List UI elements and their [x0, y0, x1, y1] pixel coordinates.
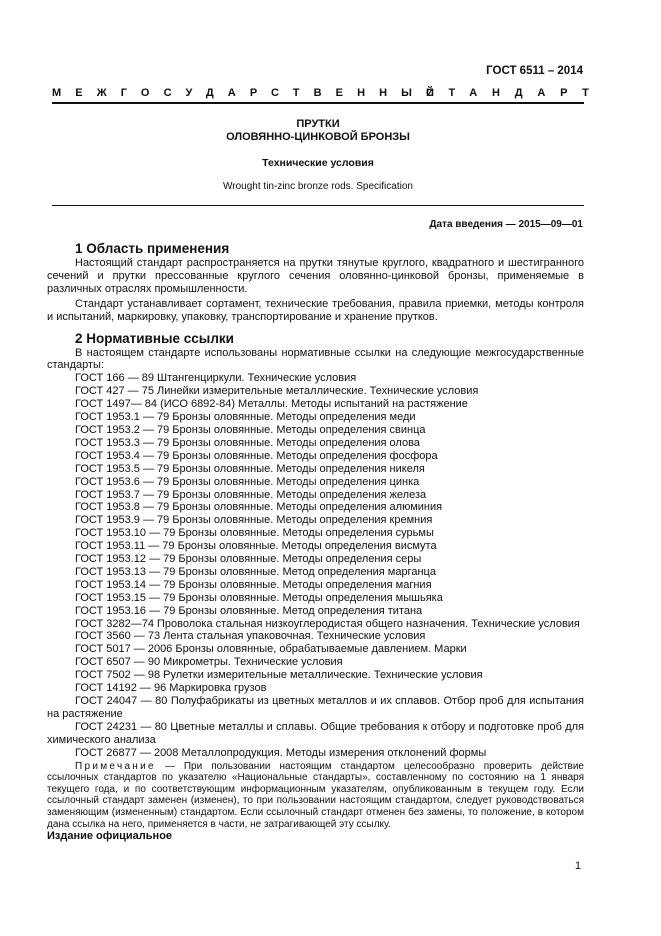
reference-item: ГОСТ 1953.12 — 79 Бронзы оловянные. Методы определения серы [75, 553, 422, 566]
section-1-paragraph-2: Стандарт устанавливает сортамент, технические требования, правила приемки, методы контроля и испытаний, маркировку, упаковку, транспортирование и хранение прутков. [47, 297, 584, 323]
page-number: 1 [574, 860, 581, 872]
reference-item: ГОСТ 3282—74 Проволока стальная низкоуглеродистая общего назначения. Технические условия [75, 617, 580, 630]
document-subtitle: Технические условия [262, 157, 374, 169]
reference-item-24047: ГОСТ 24047 — 80 Полуфабрикаты из цветных металлов и их сплавов. Отбор проб для испытания на растяжение [47, 695, 584, 720]
reference-item: ГОСТ 166 — 89 Штангенциркули. Технические условия [75, 372, 357, 385]
reference-item: ГОСТ 1953.3 — 79 Бронзы оловянные. Методы определения олова [75, 436, 420, 449]
document-id: ГОСТ 6511 – 2014 [486, 65, 583, 77]
reference-item: ГОСТ 1953.6 — 79 Бронзы оловянные. Методы определения цинка [75, 475, 420, 488]
section-2-intro: В настоящем стандарте использованы нормативные ссылки на следующие межгосударственные стандарты: [47, 346, 584, 372]
reference-item: ГОСТ 1953.7 — 79 Бронзы оловянные. Методы определения железа [75, 488, 427, 501]
reference-item: ГОСТ 1953.14 — 79 Бронзы оловянные. Методы определения магния [75, 578, 432, 591]
header-rule [52, 102, 584, 104]
reference-item: ГОСТ 1953.16 — 79 Бронзы оловянные. Метод определения титана [75, 604, 423, 617]
official-edition-label: Издание официальное [47, 830, 173, 843]
note-label: Примечание [75, 760, 156, 772]
document-body [47, 241, 584, 843]
note-text: — При пользовании настоящим стандартом целесообразно проверить действие ссылочных стандартов по указателю «Национальные стандарты», составленному по состоянию на 1 января текущего года, и по соответствующим информационным указателям, опубликованным в текущем году. Если ссылочный стандарт заменен (изменен), то при пользовании настоящим стандартом, следует руководствоваться заменяющим (измененным) стандартом. Если ссылочный стандарт отменен без замены, то положение, в котором дана ссылка на него, применяется в части, не затрагивающей эту ссылку. [47, 760, 584, 830]
reference-item: ГОСТ 1953.2 — 79 Бронзы оловянные. Методы определения свинца [75, 423, 426, 436]
reference-item: ГОСТ 1953.4 — 79 Бронзы оловянные. Методы определения фосфора [75, 449, 438, 462]
reference-item: ГОСТ 3560 — 73 Лента стальная упаковочная. Технические условия [75, 630, 426, 643]
reference-item: ГОСТ 14192 — 96 Маркировка грузов [75, 682, 267, 695]
reference-item: ГОСТ 1953.13 — 79 Бронзы оловянные. Метод определения марганца [75, 565, 436, 578]
reference-item: ГОСТ 1953.11 — 79 Бронзы оловянные. Методы определения висмута [75, 540, 437, 553]
introduction-date: Дата введения — 2015—09—01 [429, 219, 583, 230]
title-line-1: ПРУТКИ [296, 118, 340, 130]
title-rule [52, 205, 584, 206]
reference-item-24231: ГОСТ 24231 — 80 Цветные металлы и сплавы. Общие требования к отбору и подготовке проб для химического анализа [47, 720, 584, 746]
reference-item-26877: ГОСТ 26877 — 2008 Металлопродукция. Методы измерения отклонений формы [75, 746, 487, 759]
banner-word-standard: СТАНДАРТ [426, 87, 604, 99]
reference-item: ГОСТ 5017 — 2006 Бронзы оловянные, обрабатываемые давлением. Марки [75, 643, 467, 656]
section-1-heading: 1 Область применения [75, 241, 230, 256]
english-title: Wrought tin-zinc bronze rods. Specification [223, 181, 413, 192]
title-line-2: ОЛОВЯННО-ЦИНКОВОЙ БРОНЗЫ [226, 131, 410, 143]
document-title [52, 118, 584, 144]
reference-item: ГОСТ 1953.15 — 79 Бронзы оловянные. Методы определения мышьяка [75, 591, 443, 604]
reference-item: ГОСТ 1953.10 — 79 Бронзы оловянные. Методы определения сурьмы [75, 527, 434, 540]
reference-item: ГОСТ 1953.9 — 79 Бронзы оловянные. Методы определения кремния [75, 514, 433, 527]
reference-item: ГОСТ 7502 — 98 Рулетки измерительные металлические. Технические условия [75, 669, 483, 682]
reference-item: ГОСТ 1953.8 — 79 Бронзы оловянные. Методы определения алюминия [75, 501, 443, 514]
reference-item: ГОСТ 1497— 84 (ИСО 6892-84) Металлы. Методы испытаний на растяжение [75, 398, 468, 411]
reference-item: ГОСТ 6507 — 90 Микрометры. Технические условия [75, 656, 343, 669]
reference-item: ГОСТ 1953.1 — 79 Бронзы оловянные. Методы определения меди [75, 411, 416, 424]
section-1-paragraph-1: Настоящий стандарт распространяется на прутки тянутые круглого, квадратного и шестигранного сечений и прутки прессованные круглого сечения оловянно-цинковой бронзы, применяемые в различных отраслях промышленности. [47, 257, 584, 295]
reference-item: ГОСТ 427 — 75 Линейки измерительные металлические. Технические условия [75, 385, 479, 398]
banner-word-interstate: МЕЖГОСУДАРСТВЕННЫЙ [52, 87, 449, 99]
reference-item: ГОСТ 1953.5 — 79 Бронзы оловянные. Методы определения никеля [75, 462, 425, 475]
section-2-heading: 2 Нормативные ссылки [75, 330, 234, 346]
note-paragraph [47, 761, 584, 831]
